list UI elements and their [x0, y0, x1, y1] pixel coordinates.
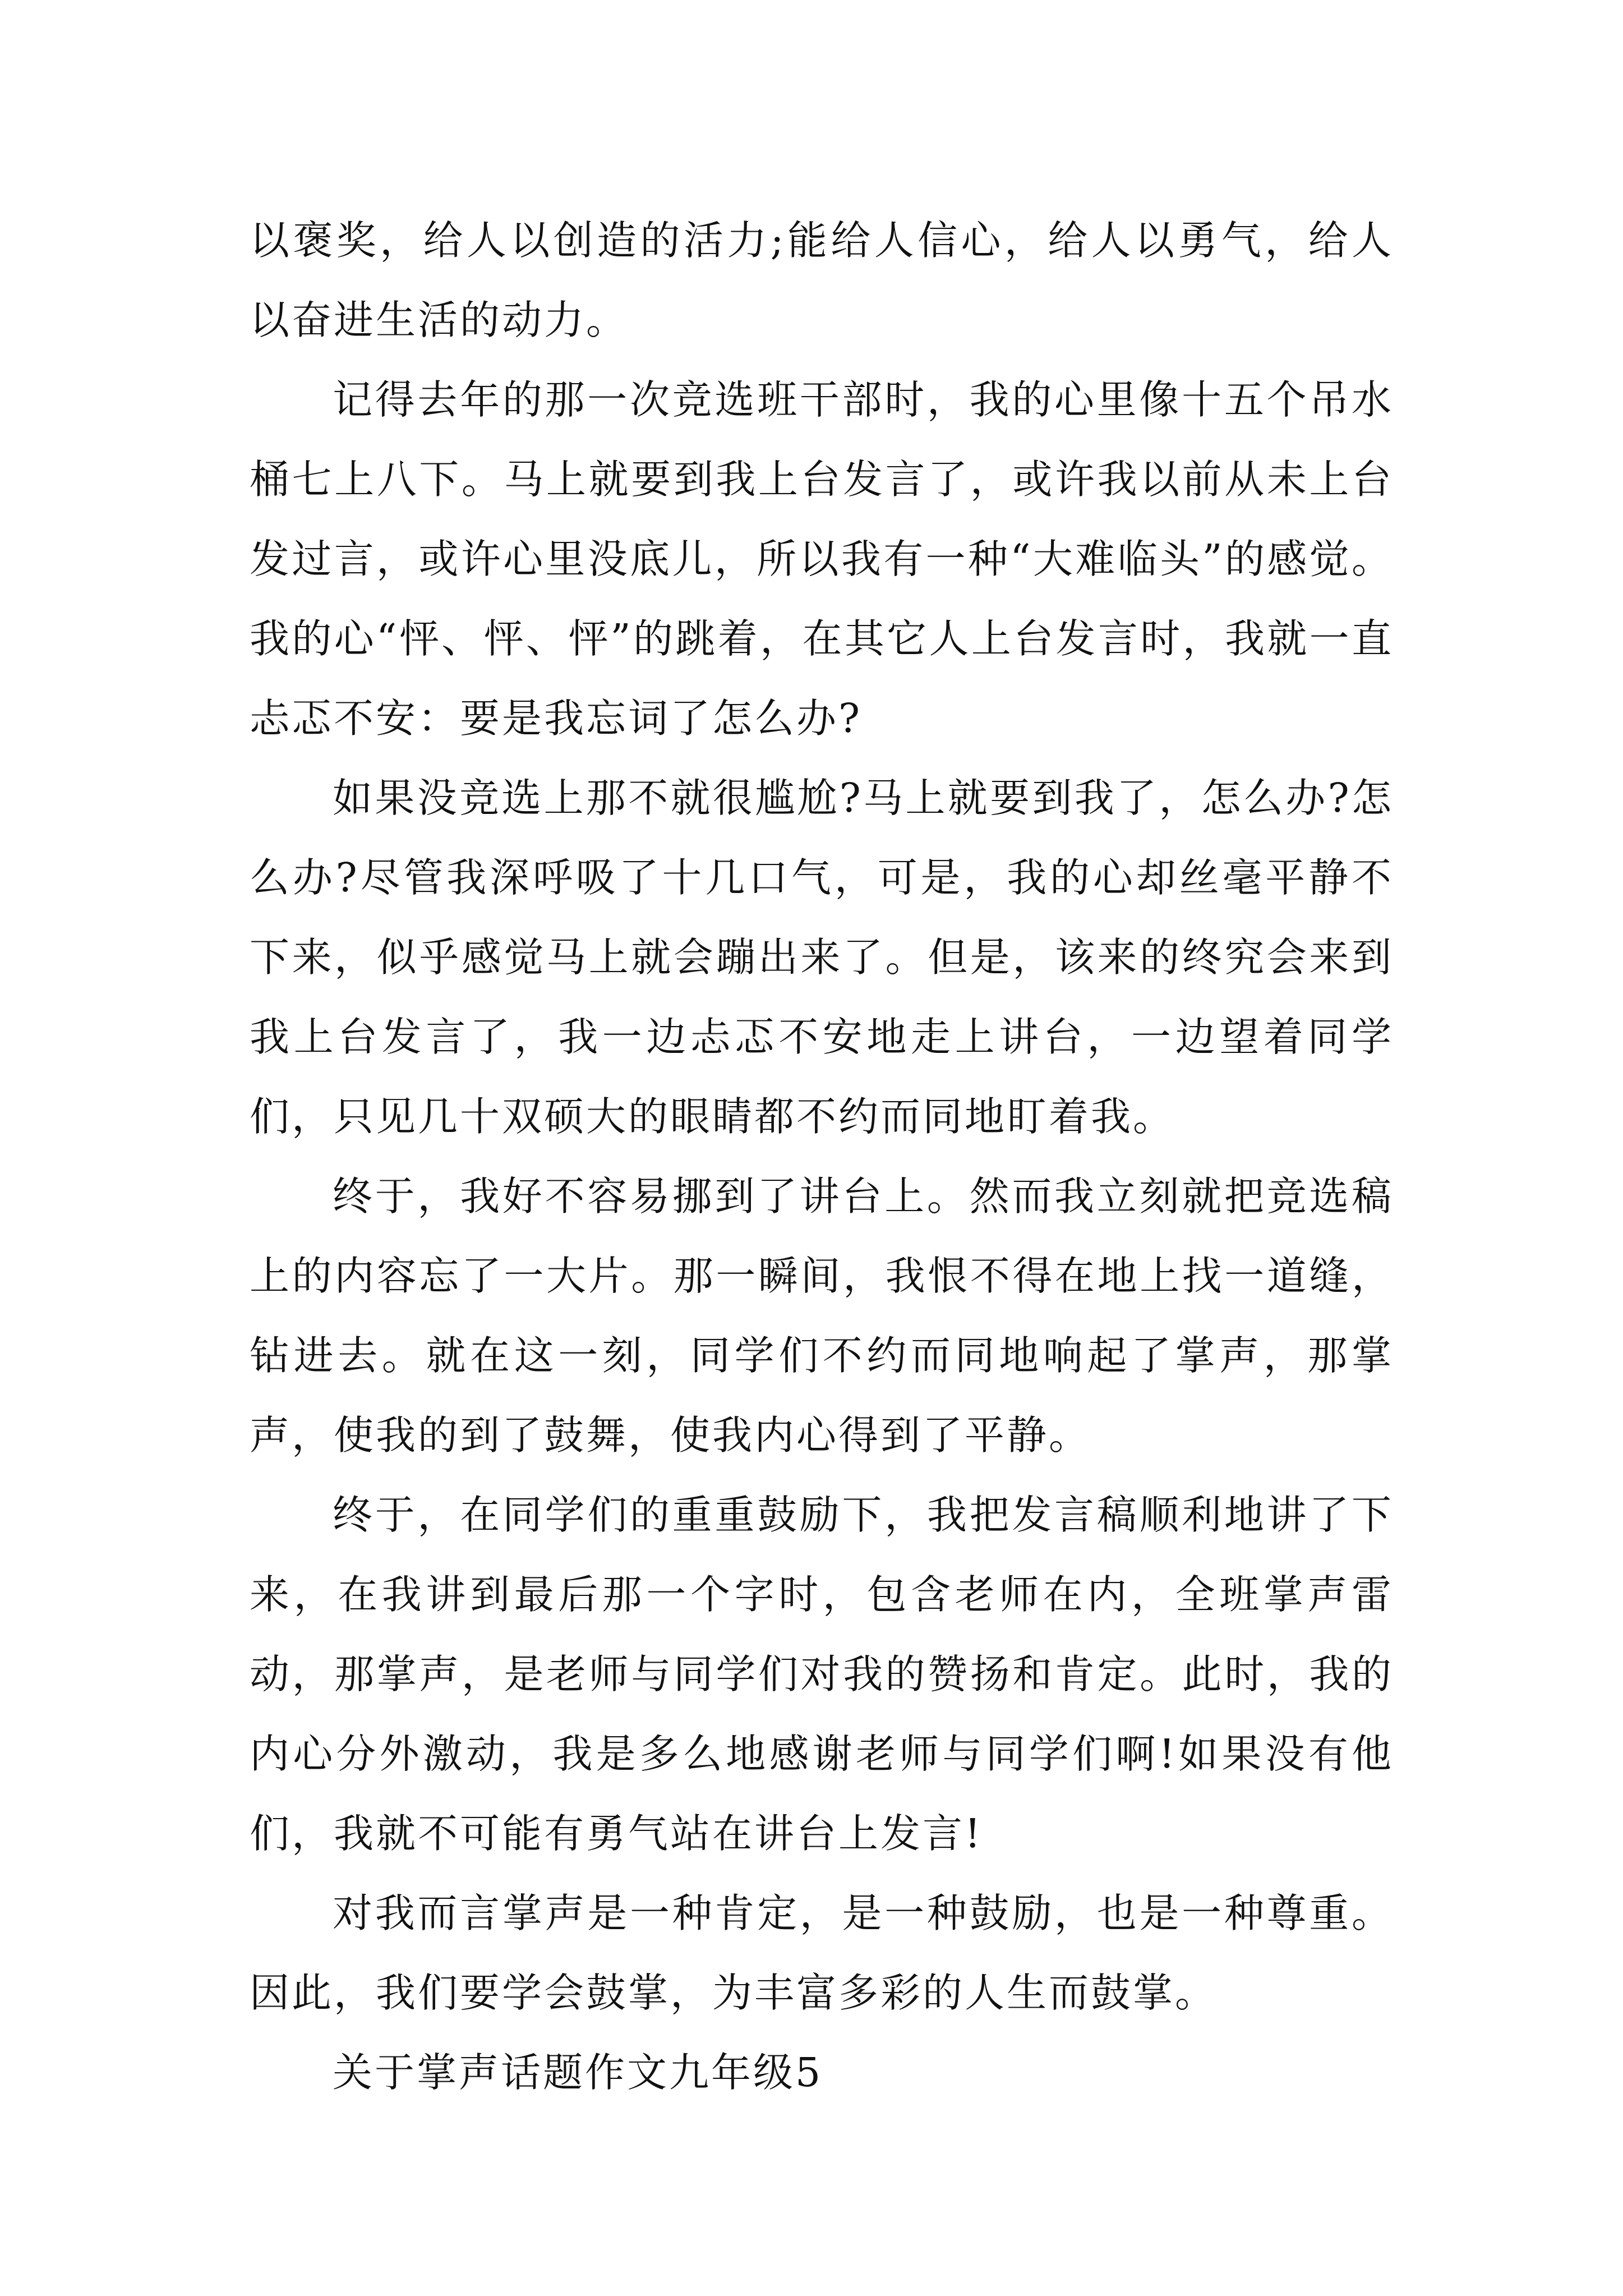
paragraph-6: 对我而言掌声是一种肯定，是一种鼓励，也是一种尊重。因此，我们要学会鼓掌，为丰富多彩的人生而鼓掌。	[250, 1890, 1394, 2016]
section-heading: 关于掌声话题作文九年级5	[333, 2049, 823, 2096]
paragraph-5: 终于，在同学们的重重鼓励下，我把发言稿顺利地讲了下来，在我讲到最后那一个字时，包含老师在内，全班掌声雷动，那掌声，是老师与同学们对我的赞扬和肯定。此时，我的内心分外激动，我是多么地感谢老师与同学们啊!如果没有他们，我就不可能有勇气站在讲台上发言!	[250, 1492, 1394, 1857]
paragraph-2: 记得去年的那一次竞选班干部时，我的心里像十五个吊水桶七上八下。马上就要到我上台发言了，或许我以前从未上台发过言，或许心里没底儿，所以我有一种“大难临头”的感觉。我的心“怦、怦、怦”的跳着，在其它人上台发言时，我就一直忐忑不安：要是我忘词了怎么办?	[250, 376, 1394, 742]
paragraph-4: 终于，我好不容易挪到了讲台上。然而我立刻就把竞选稿上的内容忘了一大片。那一瞬间，我恨不得在地上找一道缝，钻进去。就在这一刻，同学们不约而同地响起了掌声，那掌声，使我的到了鼓舞，使我内心得到了平静。	[250, 1173, 1394, 1458]
document-body	[250, 201, 1394, 2113]
paragraph-1: 以褒奖，给人以创造的活力;能给人信心，给人以勇气，给人以奋进生活的动力。	[250, 217, 1394, 343]
paragraph-3: 如果没竞选上那不就很尴尬?马上就要到我了，怎么办?怎么办?尽管我深呼吸了十几口气，可是，我的心却丝毫平静不下来，似乎感觉马上就会蹦出来了。但是，该来的终究会来到我上台发言了，我一边忐忑不安地走上讲台，一边望着同学们，只见几十双硕大的眼睛都不约而同地盯着我。	[250, 775, 1394, 1140]
